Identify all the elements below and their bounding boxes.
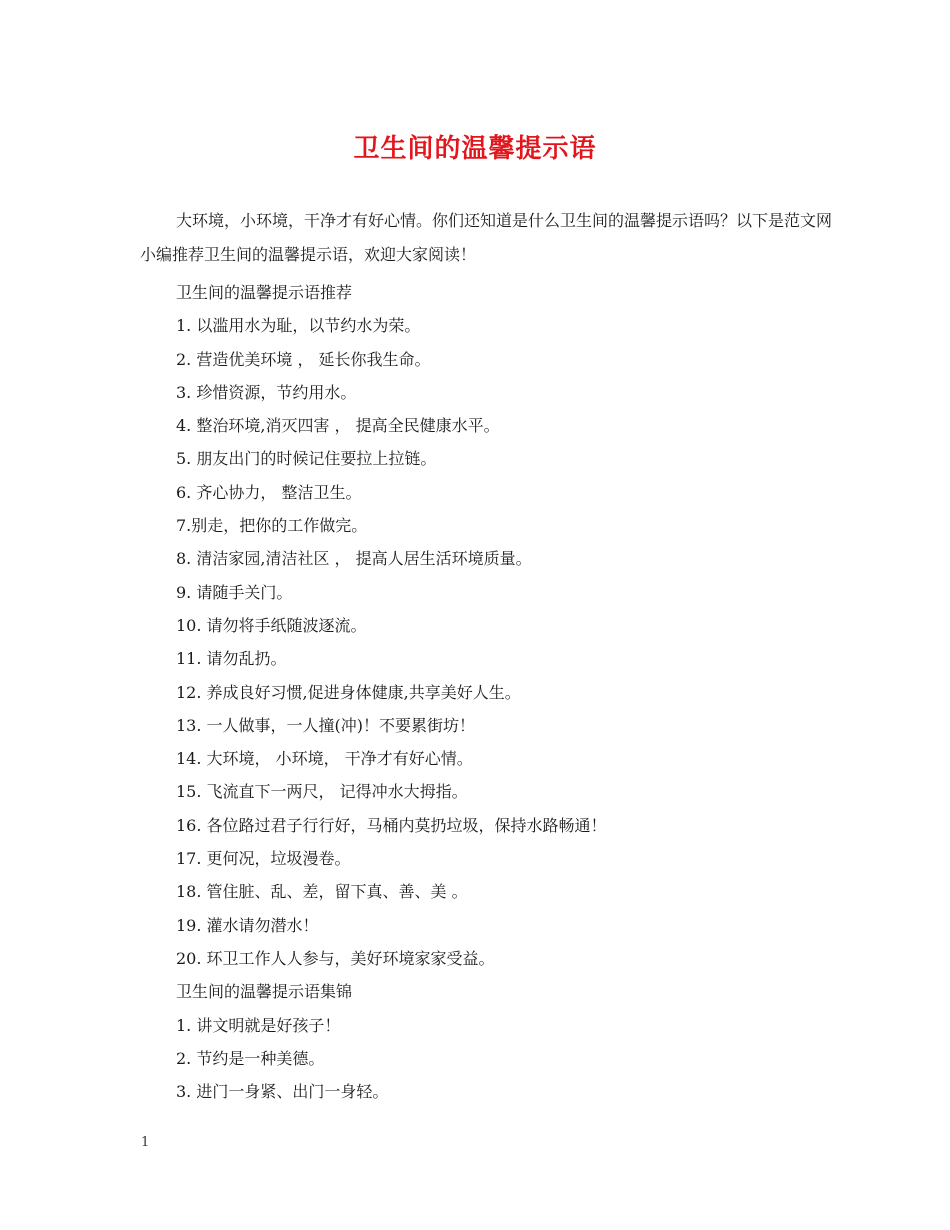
list-item: 12. 养成良好习惯,促进身体健康,共享美好人生。 <box>176 682 521 702</box>
list-item: 14. 大环境， 小环境， 干净才有好心情。 <box>176 749 473 769</box>
document-title: 卫生间的温馨提示语 <box>353 134 597 164</box>
list-item: 3. 进门一身紧、出门一身轻。 <box>176 1082 389 1102</box>
intro-paragraph: 大环境，小环境，干净才有好心情。你们还知道是什么卫生间的温馨提示语吗？以下是范文网小编推荐卫生间的温馨提示语，欢迎大家阅读！ <box>140 211 833 264</box>
list-item: 3. 珍惜资源，节约用水。 <box>176 382 357 402</box>
list-item: 9. 请随手关门。 <box>176 582 293 602</box>
list-item: 20. 环卫工作人人参与，美好环境家家受益。 <box>176 948 495 968</box>
list-item: 4. 整治环境,消灭四害 ， 提高全民健康水平。 <box>176 416 500 436</box>
list-item: 11. 请勿乱扔。 <box>176 649 287 669</box>
section-heading: 卫生间的温馨提示语集锦 <box>176 982 353 1002</box>
list-item: 16. 各位路过君子行行好，马桶内莫扔垃圾，保持水路畅通！ <box>176 815 607 835</box>
list-item: 15. 飞流直下一两尺， 记得冲水大拇指。 <box>176 782 468 802</box>
list-item: 2. 营造优美环境 ， 延长你我生命。 <box>176 349 431 369</box>
list-item: 7.别走，把你的工作做完。 <box>176 516 368 536</box>
list-item: 19. 灌水请勿潜水！ <box>176 915 319 935</box>
list-item: 8. 清洁家园,清洁社区 ， 提高人居生活环境质量。 <box>176 549 532 569</box>
list-item: 10. 请勿将手纸随波逐流。 <box>176 615 367 635</box>
list-item: 17. 更何况，垃圾漫卷。 <box>176 849 351 869</box>
list-item: 1. 以滥用水为耻，以节约水为荣。 <box>176 316 421 336</box>
list-item: 6. 齐心协力， 整洁卫生。 <box>176 482 362 502</box>
section-heading: 卫生间的温馨提示语推荐 <box>176 283 353 302</box>
list-item: 13. 一人做事，一人撞(冲)！不要累街坊！ <box>176 715 476 735</box>
list-item: 2. 节约是一种美德。 <box>176 1048 325 1068</box>
page-number: 1 <box>141 1135 150 1150</box>
list-item: 5. 朋友出门的时候记住要拉上拉链。 <box>176 449 437 469</box>
list-item: 1. 讲文明就是好孩子！ <box>176 1015 341 1035</box>
list-item: 18. 管住脏、乱、差，留下真、善、美 。 <box>176 882 468 902</box>
content-lines <box>176 276 836 1108</box>
